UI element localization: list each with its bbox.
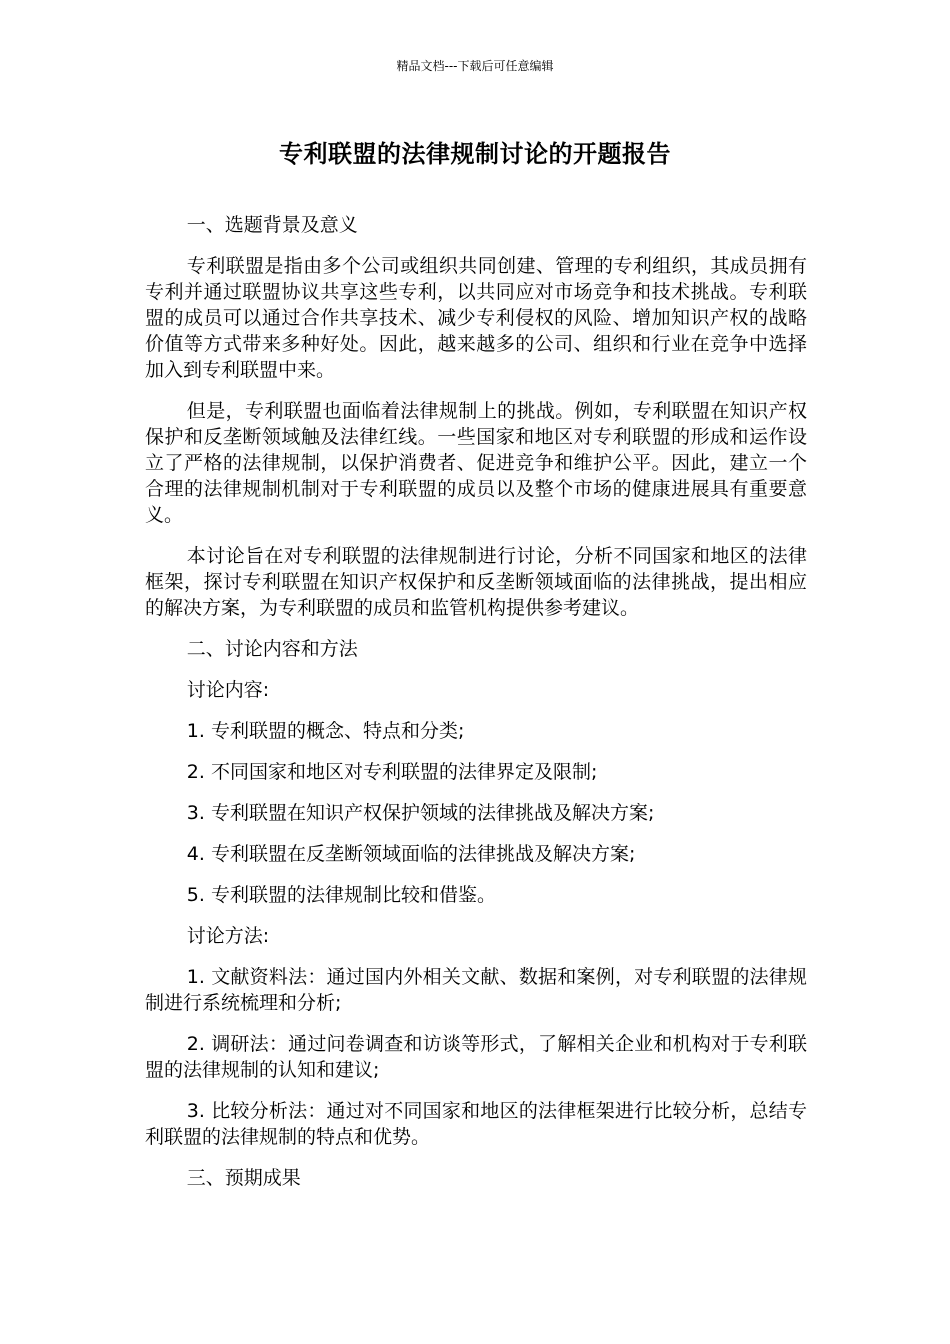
list-item-method-1: 1. 文献资料法：通过国内外相关文献、数据和案例，对专利联盟的法律规制进行系统梳理和分析; [145,966,807,1014]
document-title: 专利联盟的法律规制讨论的开题报告 [279,140,671,168]
header-note: 精品文档---下载后可任意编辑 [396,59,554,73]
content-label: 讨论内容: [186,679,270,701]
list-item-method-2: 2. 调研法：通过问卷调查和访谈等形式，了解相关企业和机构对于专利联盟的法律规制的认知和建议; [145,1033,807,1081]
paragraph-background-1: 专利联盟是指由多个公司或组织共同创建、管理的专利组织，其成员拥有专利并通过联盟协议共享这些专利，以共同应对市场竞争和技术挑战。专利联盟的成员可以通过合作共享技术、减少专利侵权的风险、增加知识产权的战略价值等方式带来多种好处。因此，越来越多的公司、组织和行业在竞争中选择加入到专利联盟中来。 [145,255,807,381]
document-body [145,212,807,1206]
paragraph-background-3: 本讨论旨在对专利联盟的法律规制进行讨论，分析不同国家和地区的法律框架，探讨专利联盟在知识产权保护和反垄断领域面临的法律挑战，提出相应的解决方案，为专利联盟的成员和监管机构提供参考建议。 [145,545,807,619]
list-item-content-3: 3. 专利联盟在知识产权保护领域的法律挑战及解决方案; [186,802,655,824]
section-heading-background: 一、选题背景及意义 [186,214,358,236]
paragraph-background-2: 但是，专利联盟也面临着法律规制上的挑战。例如，专利联盟在知识产权保护和反垄断领域触及法律红线。一些国家和地区对专利联盟的形成和运作设立了严格的法律规制，以保护消费者、促进竞争和维护公平。因此，建立一个合理的法律规制机制对于专利联盟的成员以及整个市场的健康进展具有重要意义。 [145,400,807,526]
section-heading-content-method: 二、讨论内容和方法 [186,638,358,660]
list-item-content-4: 4. 专利联盟在反垄断领域面临的法律挑战及解决方案; [186,843,636,865]
list-item-content-1: 1. 专利联盟的概念、特点和分类; [186,720,465,742]
list-item-content-5: 5. 专利联盟的法律规制比较和借鉴。 [186,884,496,906]
method-label: 讨论方法: [186,925,270,947]
list-item-content-2: 2. 不同国家和地区对专利联盟的法律界定及限制; [186,761,598,783]
section-heading-expected-results: 三、预期成果 [186,1167,301,1189]
list-item-method-3: 3. 比较分析法：通过对不同国家和地区的法律框架进行比较分析，总结专利联盟的法律规制的特点和优势。 [145,1100,807,1148]
